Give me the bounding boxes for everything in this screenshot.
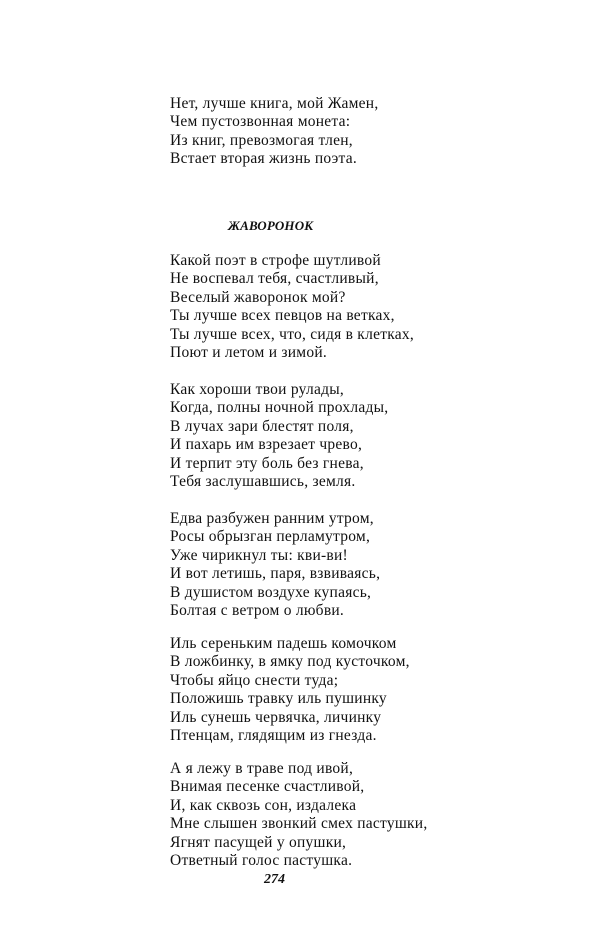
poem-line: И вот летишь, паря, взвиваясь, bbox=[170, 565, 381, 583]
poem-line: Внимая песенке счастливой, bbox=[170, 778, 365, 796]
poem-line: Ты лучше всех, что, сидя в клетках, bbox=[170, 325, 415, 343]
poem-line: И терпит эту боль без гнева, bbox=[170, 454, 364, 472]
poem-line: Едва разбужен ранним утром, bbox=[170, 510, 374, 527]
poem-line: Какой поэт в строфе шутливой bbox=[170, 252, 381, 269]
poem-line: А я лежу в траве под ивой, bbox=[170, 760, 354, 777]
poem-line: Поют и летом и зимой. bbox=[170, 344, 328, 362]
poem-line: Уже чирикнул ты: кви-ви! bbox=[170, 546, 348, 564]
poem-line: Из книг, превозмогая тлен, bbox=[170, 131, 353, 149]
stanza-2 bbox=[170, 381, 388, 491]
poem-line: Росы обрызган перламутром, bbox=[170, 528, 371, 546]
poem-line: И пахарь им взрезает чрево, bbox=[170, 436, 363, 454]
poem-line: Иль сереньким падешь комочком bbox=[170, 635, 397, 652]
intro-stanza bbox=[170, 95, 378, 169]
page-number: 274 bbox=[264, 872, 285, 887]
poem-line: Болтая с ветром о любви. bbox=[170, 602, 345, 620]
poem-line: Когда, полны ночной прохлады, bbox=[170, 399, 389, 417]
poem-line: В ложбинку, в ямку под кусточком, bbox=[170, 653, 410, 671]
poem-line: Чтобы яйцо снести туда; bbox=[170, 671, 339, 689]
poem-line: Не воспевал тебя, счастливый, bbox=[170, 270, 379, 288]
poem-line: Ягнят пасущей у опушки, bbox=[170, 833, 347, 851]
poem-line: В лучах зари блестят поля, bbox=[170, 417, 354, 435]
stanza-4 bbox=[170, 635, 410, 745]
poem-line: Нет, лучше книга, мой Жамен, bbox=[170, 95, 379, 112]
poem-line: Мне слышен звонкий смех пастушки, bbox=[170, 815, 428, 833]
poem-line: Ответный голос пастушка. bbox=[170, 852, 353, 870]
poem-line: Как хороши твои рулады, bbox=[170, 381, 344, 398]
poem-line: Веселый жаворонок мой? bbox=[170, 288, 346, 306]
poem-line: Встает вторая жизнь поэта. bbox=[170, 150, 357, 168]
stanza-3 bbox=[170, 510, 380, 620]
poem-line: И, как сквозь сон, издалека bbox=[170, 796, 357, 814]
poem-line: Птенцам, глядящим из гнезда. bbox=[170, 727, 377, 745]
poem-line: Иль сунешь червячка, личинку bbox=[170, 708, 382, 726]
poem-line: В душистом воздухе купаясь, bbox=[170, 583, 372, 601]
poem-title: ЖАВОРОНОК bbox=[228, 218, 314, 233]
poem-line: Ты лучше всех певцов на ветках, bbox=[170, 307, 395, 325]
stanza-5 bbox=[170, 760, 427, 870]
stanza-1 bbox=[170, 252, 414, 362]
poem-line: Тебя заслушавшись, земля. bbox=[170, 473, 356, 491]
poem-line: Положишь травку иль пушинку bbox=[170, 690, 387, 708]
poem-line: Чем пустозвонная монета: bbox=[170, 113, 351, 131]
